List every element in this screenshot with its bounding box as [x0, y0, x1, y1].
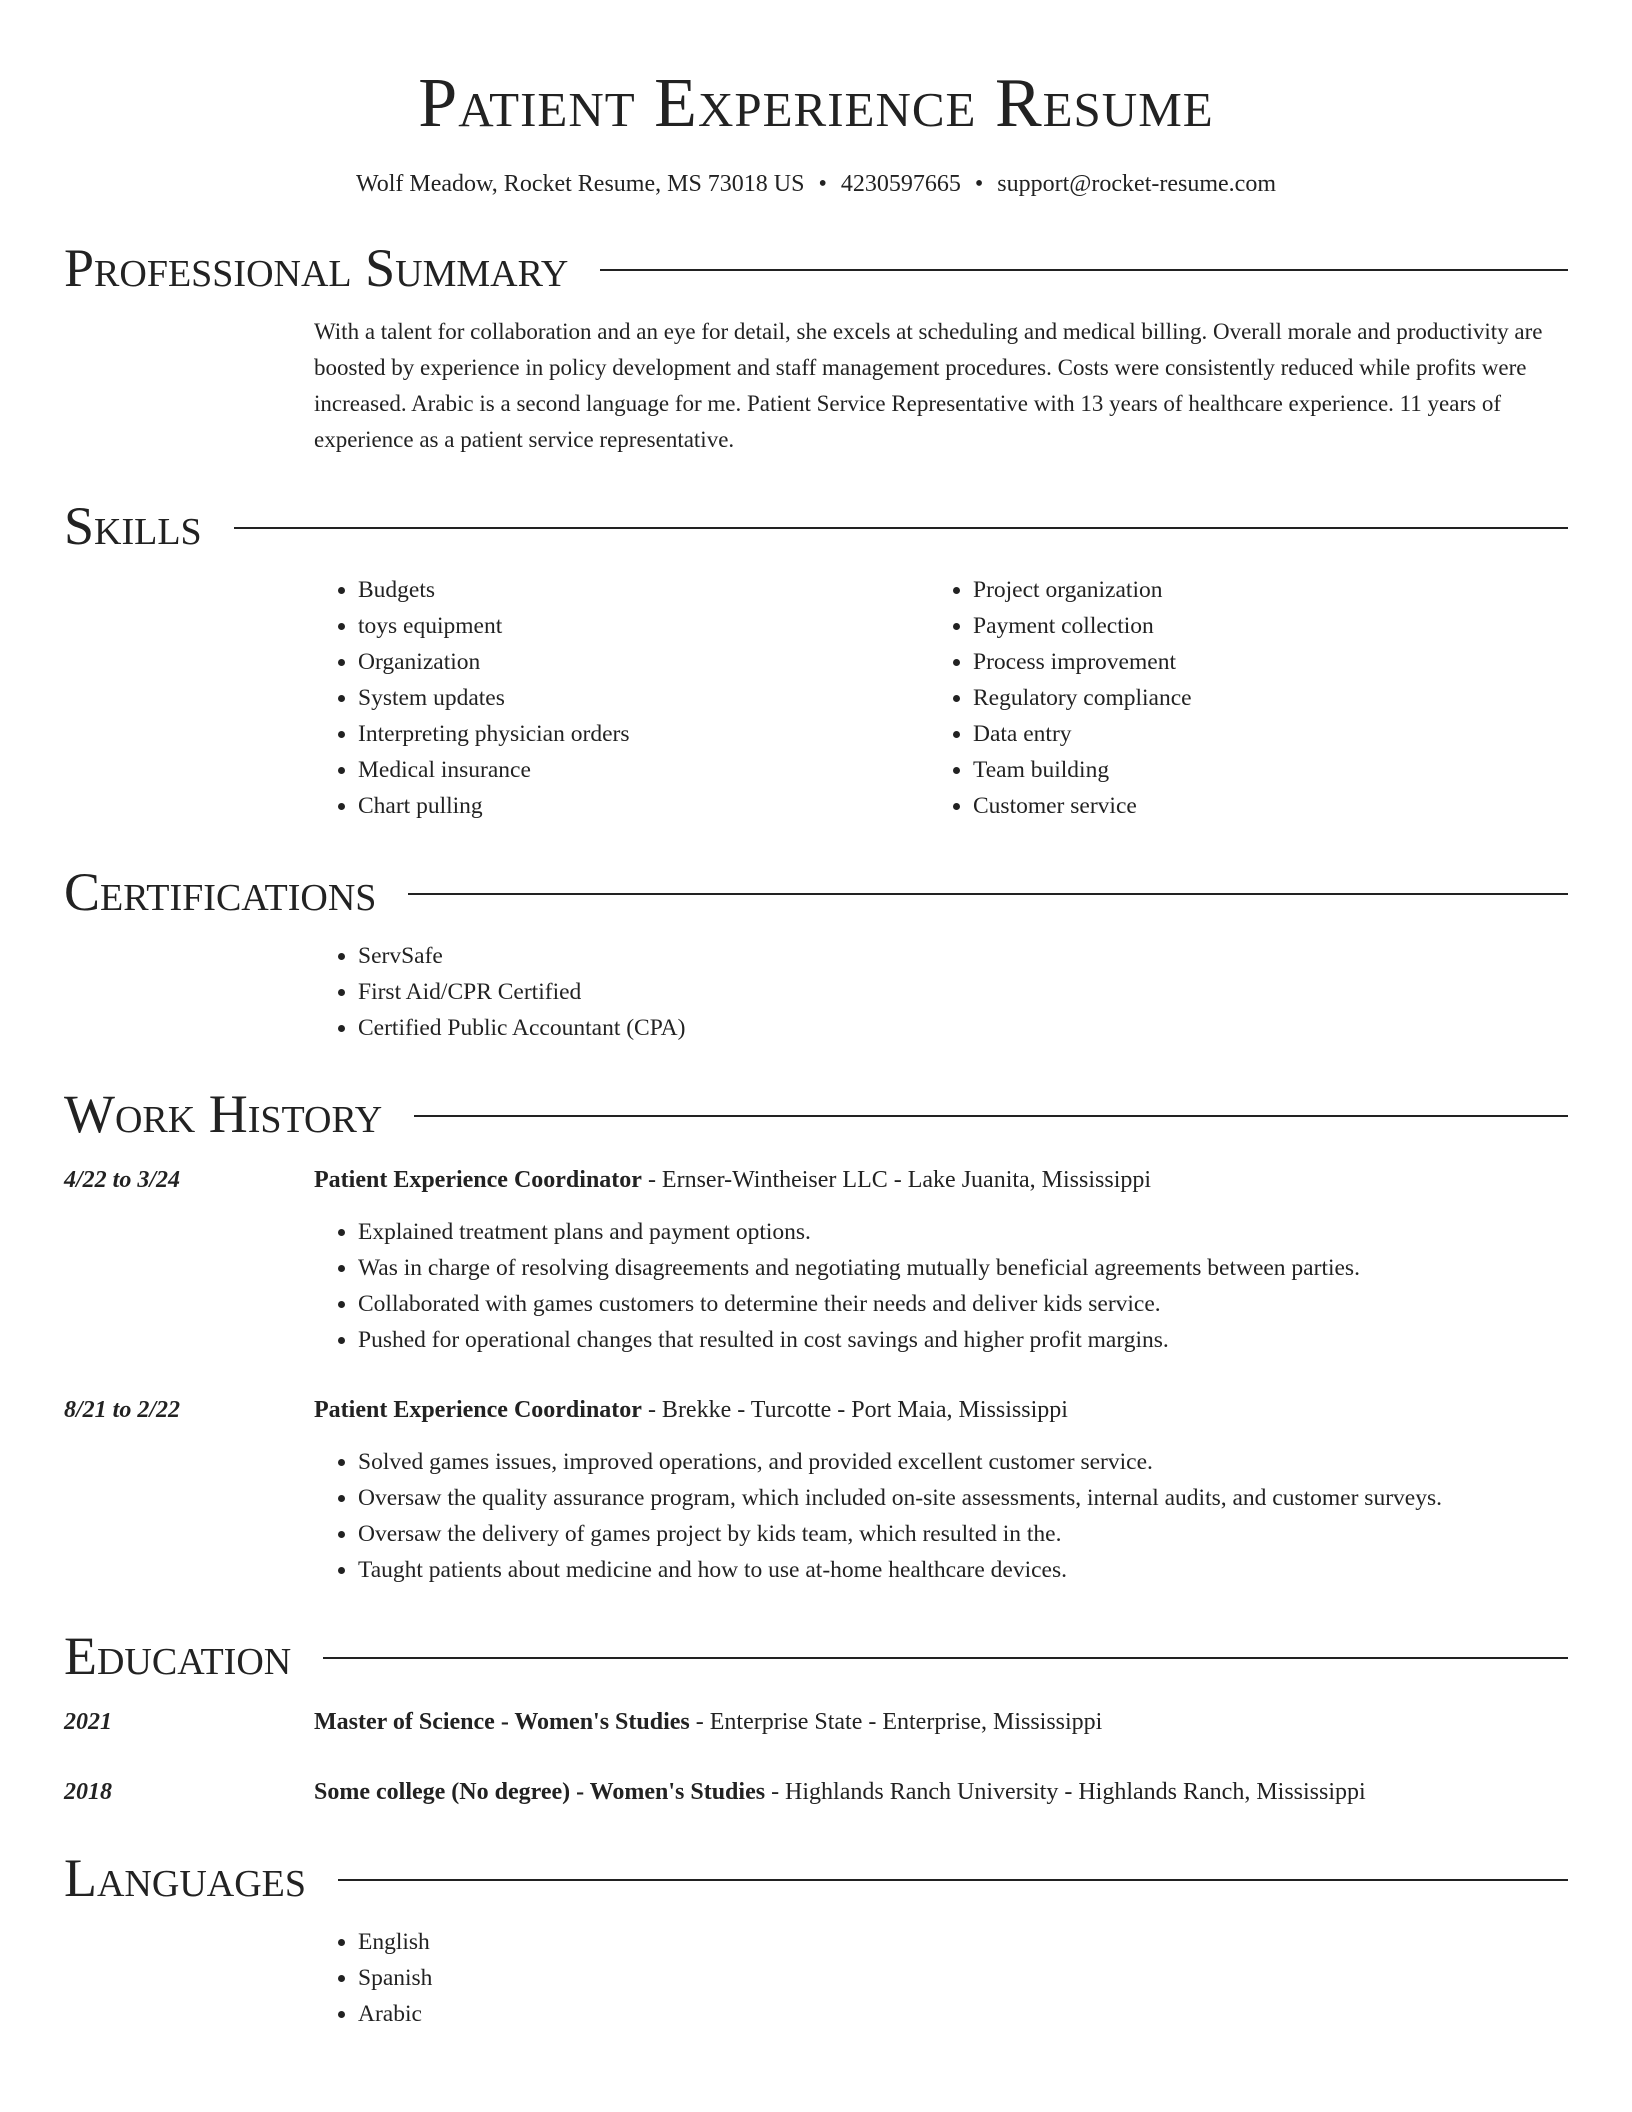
skills-heading: Skills [64, 496, 202, 556]
skill-item: • Interpreting physician orders [358, 716, 929, 752]
job-body [314, 1162, 1568, 1358]
skills-column-right [929, 572, 1544, 824]
certification-item: • Certified Public Accountant (CPA) [358, 1010, 1568, 1046]
skill-item: • Project organization [973, 572, 1544, 608]
section-divider [234, 527, 1568, 529]
skill-item: • Process improvement [973, 644, 1544, 680]
education-body [314, 1774, 1568, 1810]
language-item: • Spanish [358, 1960, 1568, 1996]
summary-heading: Professional Summary [64, 238, 569, 298]
section-divider [338, 1879, 1568, 1881]
job-title: Patient Experience Coordinator [314, 1167, 642, 1193]
education-entry [64, 1774, 1568, 1810]
skills-column-left [314, 572, 929, 824]
skills-list [314, 572, 1568, 824]
contact-separator: • [818, 171, 827, 197]
skill-item: • Medical insurance [358, 752, 929, 788]
education-degree: Master of Science - Women's Studies [314, 1709, 690, 1735]
section-divider [600, 269, 1568, 271]
skills-section-header [64, 496, 1568, 556]
language-item: • Arabic [358, 1996, 1568, 2032]
work-heading: Work History [64, 1084, 383, 1144]
contact-email: support@rocket-resume.com [997, 171, 1276, 197]
skill-item: • toys equipment [358, 608, 929, 644]
job-title-line [314, 1392, 1568, 1428]
job-title-line [314, 1162, 1568, 1198]
contact-separator: • [974, 171, 984, 197]
languages-list [314, 1924, 1568, 2032]
education-heading: Education [64, 1626, 292, 1686]
education-entry [64, 1704, 1568, 1740]
certification-item: • First Aid/CPR Certified [358, 974, 1568, 1010]
resume-title: Patient Experience Resume [418, 65, 1214, 142]
certification-item: • ServSafe [358, 938, 1568, 974]
job-entry [64, 1392, 1568, 1588]
education-year: 2021 [64, 1709, 112, 1735]
skill-item: • System updates [358, 680, 929, 716]
job-bullet: • Oversaw the delivery of games project by kids team, which resulted in the. [358, 1516, 1568, 1552]
languages-section-header [64, 1848, 1568, 1908]
certifications-heading: Certifications [64, 862, 377, 922]
job-body [314, 1392, 1568, 1588]
contact-phone: 4230597665 [840, 171, 961, 197]
education-details: - Highlands Ranch University - Highlands Ranch, Mississippi [765, 1779, 1366, 1805]
education-section-header [64, 1626, 1568, 1686]
education-degree: Some college (No degree) - Women's Studies [314, 1779, 766, 1805]
work-history-list [64, 1162, 1568, 1588]
skill-item: • Payment collection [973, 608, 1544, 644]
job-details: - Brekke - Turcotte - Port Maia, Mississippi [641, 1397, 1068, 1423]
job-title: Patient Experience Coordinator [314, 1397, 642, 1423]
section-divider [414, 1115, 1568, 1117]
job-details: - Ernser-Wintheiser LLC - Lake Juanita, Mississippi [641, 1167, 1152, 1193]
contact-line [64, 168, 1568, 200]
education-line [314, 1774, 1568, 1810]
education-details: - Enterprise State - Enterprise, Mississippi [689, 1709, 1103, 1735]
languages-heading: Languages [64, 1848, 306, 1908]
job-bullet: • Explained treatment plans and payment options. [358, 1214, 1568, 1250]
job-dates: 4/22 to 3/24 [64, 1167, 181, 1193]
summary-text: With a talent for collaboration and an eye for detail, she excels at scheduling and medical billing. Overall morale and productivity are boosted by experience in policy development and staff management procedures. Costs were consistently reduced while profits were increased. Arabic is a second language for me. Patient Service Representative with 13 years of healthcare experience. 11 years of experience as a patient service representative. [314, 319, 1543, 452]
work-section-header [64, 1084, 1568, 1144]
certifications-list [314, 938, 1568, 1046]
summary-section-header [64, 238, 1568, 298]
education-year: 2018 [64, 1779, 112, 1805]
section-divider [408, 893, 1568, 895]
skill-item: • Customer service [973, 788, 1544, 824]
skill-item: • Chart pulling [358, 788, 929, 824]
job-entry [64, 1162, 1568, 1358]
job-bullet: • Oversaw the quality assurance program, which included on-site assessments, internal audits, and customer surveys. [358, 1480, 1568, 1516]
skill-item: • Data entry [973, 716, 1544, 752]
job-dates: 8/21 to 2/22 [64, 1397, 181, 1423]
job-bullet: • Was in charge of resolving disagreements and negotiating mutually beneficial agreements between parties. [358, 1250, 1568, 1286]
job-bullet: • Taught patients about medicine and how to use at-home healthcare devices. [358, 1552, 1568, 1588]
skill-item: • Budgets [358, 572, 929, 608]
job-bullet: • Pushed for operational changes that resulted in cost savings and higher profit margins. [358, 1322, 1568, 1358]
skill-item: • Organization [358, 644, 929, 680]
education-list [64, 1704, 1568, 1810]
section-divider [323, 1657, 1568, 1659]
education-line [314, 1704, 1568, 1740]
skill-item: • Team building [973, 752, 1544, 788]
job-bullet: • Collaborated with games customers to determine their needs and deliver kids service. [358, 1286, 1568, 1322]
language-item: • English [358, 1924, 1568, 1960]
certifications-section-header [64, 862, 1568, 922]
contact-address: Wolf Meadow, Rocket Resume, MS 73018 US [356, 171, 805, 197]
education-body [314, 1704, 1568, 1740]
skill-item: • Regulatory compliance [973, 680, 1544, 716]
job-bullet: • Solved games issues, improved operations, and provided excellent customer service. [358, 1444, 1568, 1480]
